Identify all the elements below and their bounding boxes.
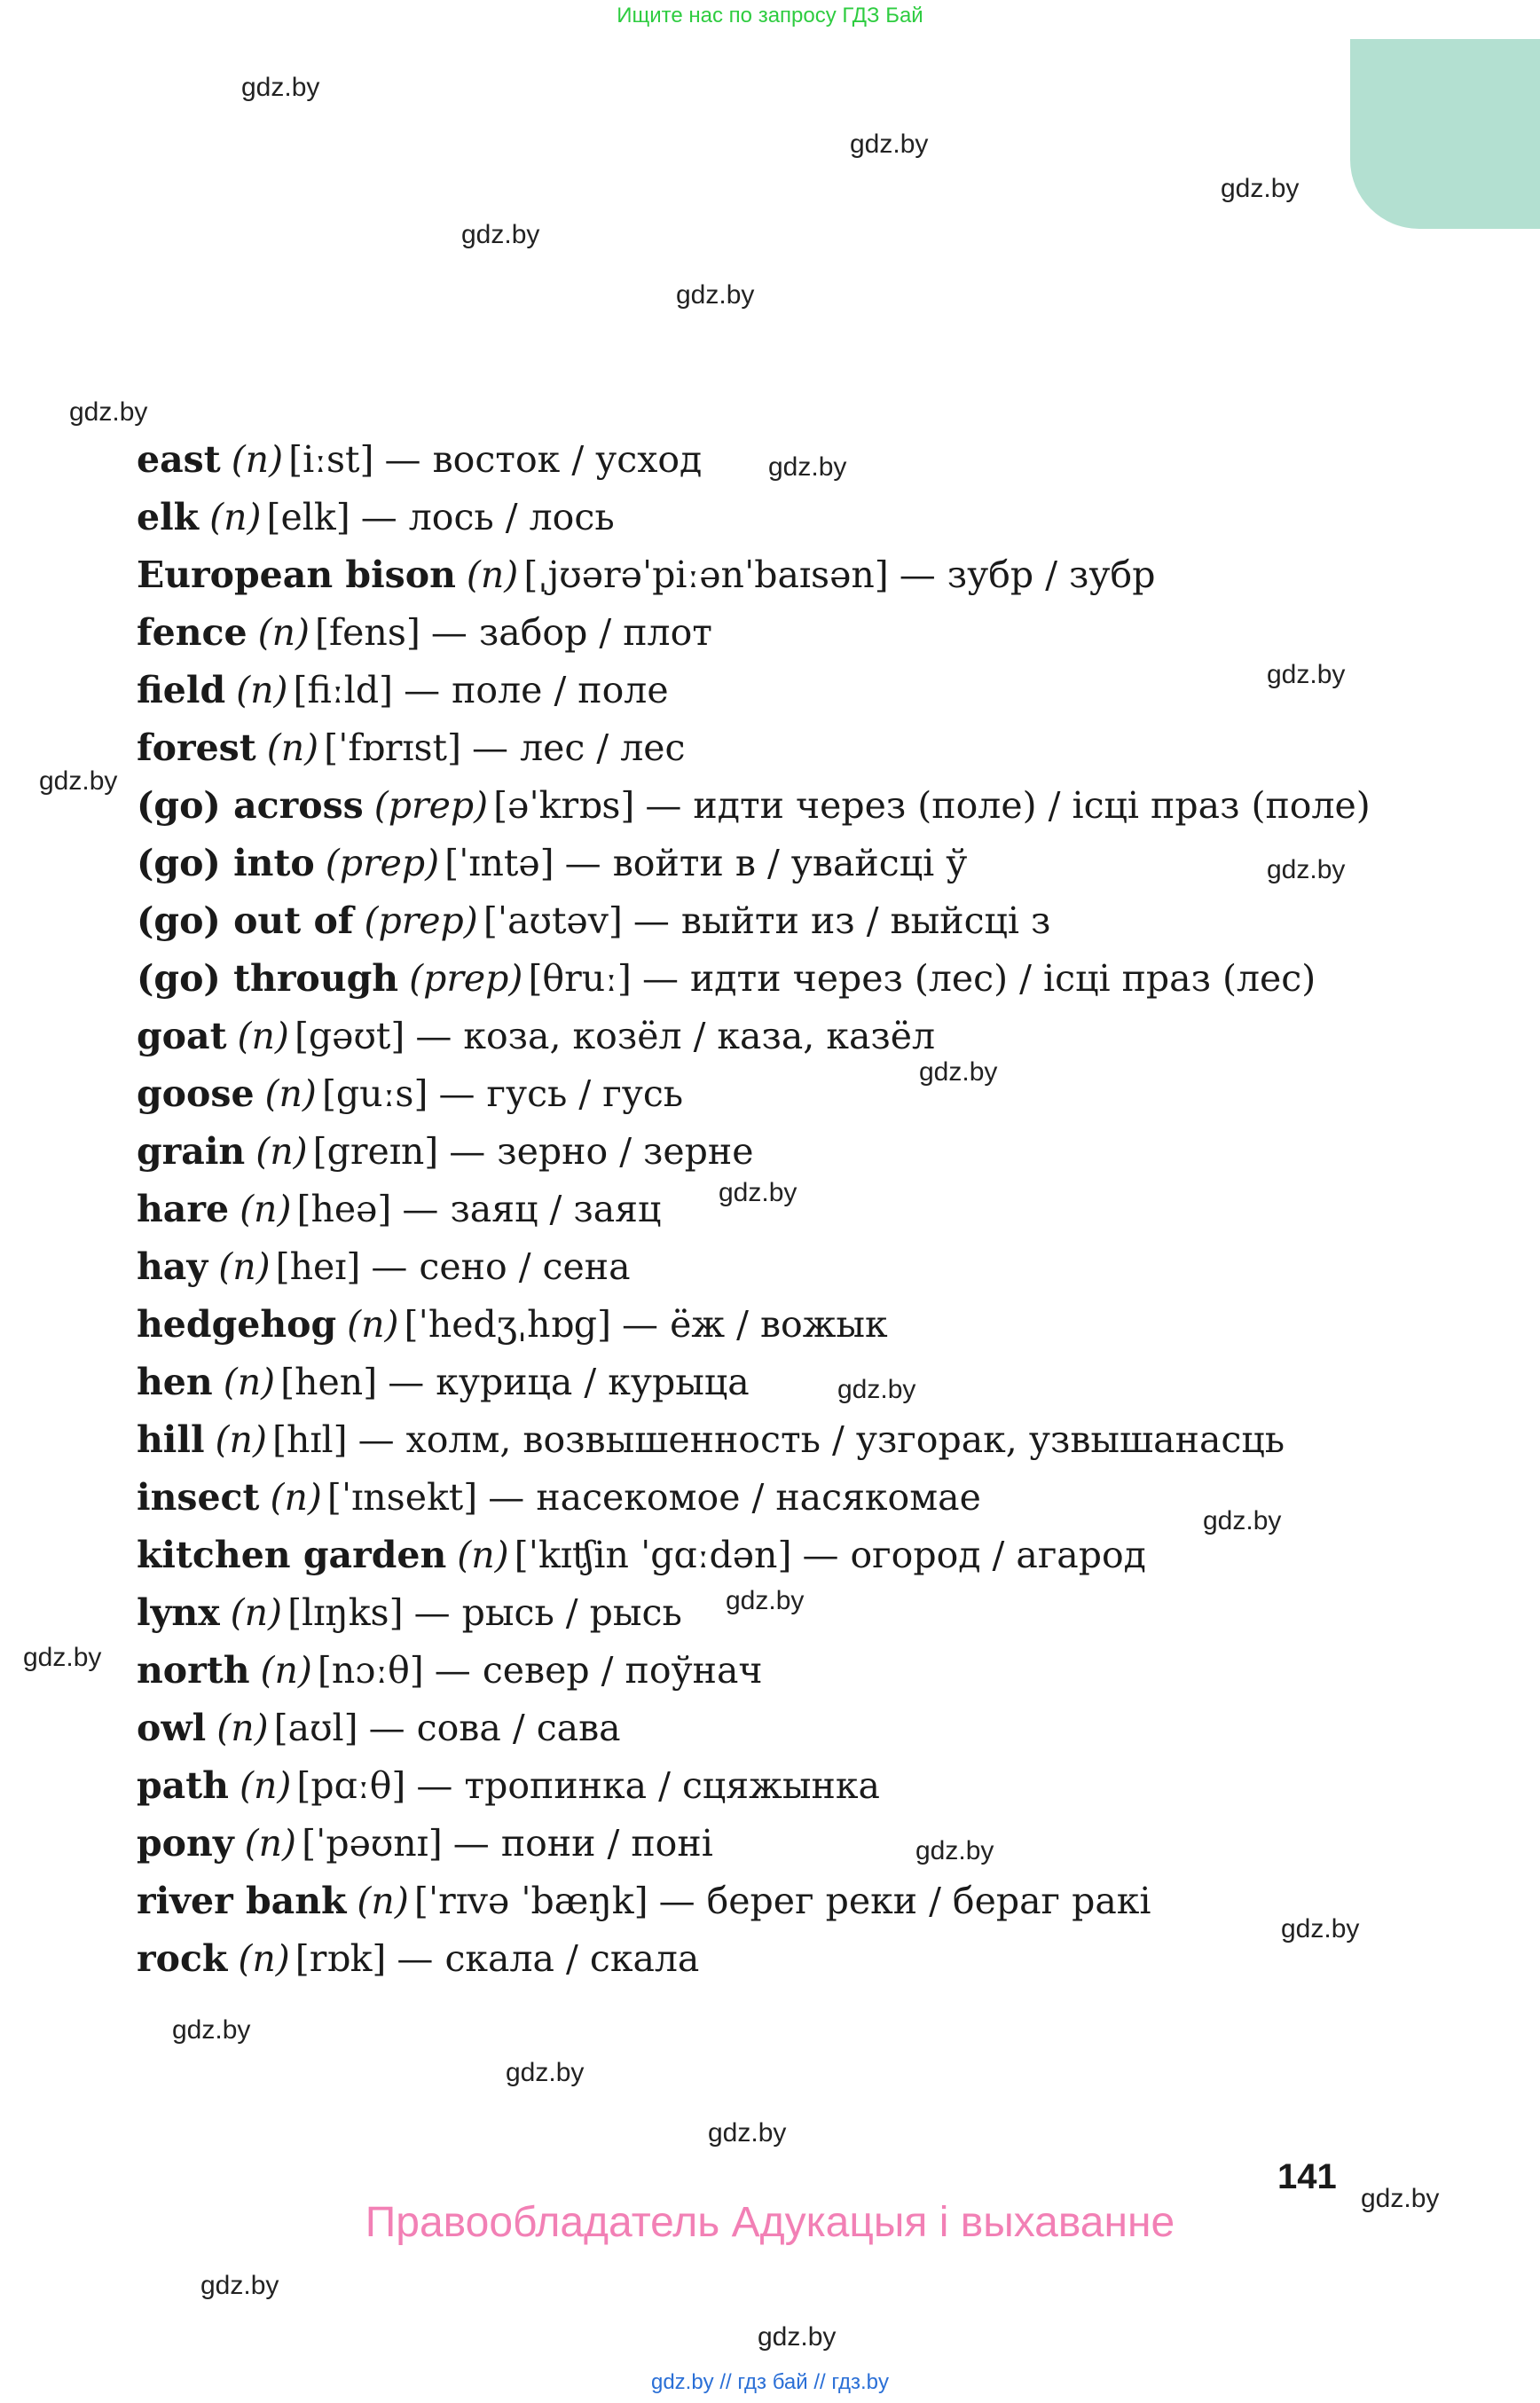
vocab-term: owl <box>137 1707 207 1749</box>
vocab-term: (go) into <box>137 842 315 884</box>
transcription: [fens] <box>315 611 420 654</box>
translation: — поле / поле <box>404 669 669 711</box>
transcription: [ˈkɪʧin ˈgɑːdən] <box>514 1534 792 1576</box>
vocab-term: river bank <box>137 1880 347 1922</box>
part-of-speech: (n) <box>230 1591 283 1634</box>
vocab-term: (go) through <box>137 957 399 1000</box>
translation: — скала / скала <box>397 1937 700 1980</box>
vocab-term: hill <box>137 1418 205 1461</box>
translation: — пони / поні <box>452 1822 713 1865</box>
transcription: [hɪl] <box>271 1418 348 1461</box>
vocab-entry <box>137 1065 1494 1123</box>
vocab-term: hen <box>137 1361 213 1403</box>
transcription: [heə] <box>296 1188 392 1230</box>
watermark: gdz.by <box>1281 1914 1360 1944</box>
part-of-speech: (prep) <box>373 784 489 827</box>
vocab-entry <box>137 1296 1494 1354</box>
translation: — тропинка / сцяжынка <box>416 1764 880 1807</box>
translation: — север / поўнач <box>434 1649 763 1692</box>
transcription: [nɔːθ] <box>317 1649 424 1692</box>
watermark: gdz.by <box>506 2058 585 2087</box>
vocab-term: east <box>137 438 221 481</box>
translation: — сено / сена <box>371 1245 631 1288</box>
watermark: gdz.by <box>1361 2184 1440 2213</box>
transcription: [hen] <box>280 1361 378 1403</box>
watermark: gdz.by <box>1221 174 1300 203</box>
vocab-entry <box>137 1700 1494 1757</box>
vocab-term: hay <box>137 1245 208 1288</box>
vocab-entry <box>137 1584 1494 1642</box>
part-of-speech: (n) <box>218 1245 271 1288</box>
vocab-term: hedgehog <box>137 1303 337 1346</box>
top-banner: Ищите нас по запросу ГДЗ Бай <box>617 4 923 27</box>
corner-tab <box>1350 39 1540 229</box>
vocab-entry <box>137 1181 1494 1238</box>
vocab-entry <box>137 1354 1494 1411</box>
translation: — войти в / увайсці ў <box>564 842 968 884</box>
vocab-entry <box>137 1008 1494 1065</box>
translation: — гусь / гусь <box>438 1072 684 1115</box>
vocab-term: lynx <box>137 1591 220 1634</box>
watermark: gdz.by <box>1267 855 1346 884</box>
watermark: gdz.by <box>172 2015 251 2045</box>
part-of-speech: (prep) <box>325 842 440 884</box>
part-of-speech: (n) <box>236 669 288 711</box>
transcription: [iːst] <box>288 438 374 481</box>
transcription: [ˈɪnsekt] <box>326 1476 478 1519</box>
vocab-term: field <box>137 669 226 711</box>
transcription: [greɪn] <box>312 1130 439 1173</box>
part-of-speech: (n) <box>466 554 519 596</box>
watermark: gdz.by <box>461 220 540 249</box>
vocab-term: pony <box>137 1822 234 1865</box>
part-of-speech: (n) <box>264 1072 317 1115</box>
translation: — восток / усход <box>384 438 703 481</box>
translation: — забор / плот <box>430 611 712 654</box>
watermark: gdz.by <box>919 1057 998 1087</box>
vocab-term: elk <box>137 496 200 538</box>
vocab-entry <box>137 1123 1494 1181</box>
watermark: gdz.by <box>768 452 847 482</box>
watermark: gdz.by <box>1267 660 1346 689</box>
vocab-term: kitchen garden <box>137 1534 447 1576</box>
part-of-speech: (prep) <box>409 957 523 1000</box>
vocab-term: hare <box>137 1188 230 1230</box>
transcription: [ˈhedʒˌhɒg] <box>404 1303 612 1346</box>
vocab-entry <box>137 662 1494 719</box>
part-of-speech: (n) <box>255 1130 308 1173</box>
watermark: gdz.by <box>676 280 755 310</box>
transcription: [pɑːθ] <box>296 1764 406 1807</box>
part-of-speech: (n) <box>238 1937 290 1980</box>
transcription: [heɪ] <box>275 1245 361 1288</box>
transcription: [aʊl] <box>273 1707 358 1749</box>
transcription: [gəʊt] <box>294 1015 405 1057</box>
watermark: gdz.by <box>719 1178 798 1207</box>
part-of-speech: (n) <box>239 1764 292 1807</box>
translation: — курица / курыца <box>388 1361 750 1403</box>
translation: — заяц / заяц <box>402 1188 662 1230</box>
part-of-speech: (n) <box>209 496 262 538</box>
vocab-entry <box>137 777 1494 835</box>
watermark: gdz.by <box>850 130 929 159</box>
transcription: [lɪŋks] <box>287 1591 404 1634</box>
transcription: [ˈfɒrɪst] <box>324 726 462 769</box>
part-of-speech: (n) <box>240 1188 292 1230</box>
translation: — коза, козёл / каза, казёл <box>415 1015 936 1057</box>
translation: — сова / сава <box>368 1707 621 1749</box>
transcription: [θruː] <box>528 957 632 1000</box>
transcription: [rɒk] <box>295 1937 387 1980</box>
vocab-entry <box>137 950 1494 1008</box>
vocab-entry <box>137 1757 1494 1815</box>
translation: — идти через (лес) / ісці праз (лес) <box>641 957 1316 1000</box>
vocabulary-list <box>137 431 1494 1988</box>
part-of-speech: (n) <box>216 1707 269 1749</box>
vocab-term: forest <box>137 726 256 769</box>
vocab-entry <box>137 604 1494 662</box>
watermark: gdz.by <box>915 1836 994 1865</box>
vocab-entry <box>137 489 1494 546</box>
translation: — насекомое / насякомае <box>488 1476 981 1519</box>
part-of-speech: (n) <box>244 1822 297 1865</box>
vocab-term: north <box>137 1649 250 1692</box>
transcription: [fiːld] <box>293 669 394 711</box>
vocab-entry <box>137 1411 1494 1469</box>
translation: — холм, возвышенность / узгорак, узвышанасць <box>358 1418 1285 1461</box>
vocab-term: (go) out of <box>137 899 354 942</box>
watermark: gdz.by <box>1203 1506 1282 1535</box>
part-of-speech: (n) <box>260 1649 312 1692</box>
copyright-notice: Правообладатель Адукацыя і выхаванне <box>365 2199 1175 2246</box>
vocab-entry <box>137 1642 1494 1700</box>
translation: — рысь / рысь <box>413 1591 682 1634</box>
vocab-term: grain <box>137 1130 246 1173</box>
vocab-entry <box>137 1238 1494 1296</box>
transcription: [ˈɪntə] <box>444 842 554 884</box>
vocab-term: goose <box>137 1072 255 1115</box>
transcription: [elk] <box>266 496 350 538</box>
translation: — лес / лес <box>472 726 686 769</box>
part-of-speech: (prep) <box>364 899 478 942</box>
translation: — лось / лось <box>360 496 615 538</box>
transcription: [ˌjʊərəˈpiːənˈbaɪsən] <box>523 554 889 596</box>
watermark: gdz.by <box>758 2322 837 2352</box>
transcription: [guːs] <box>321 1072 428 1115</box>
translation: — берег реки / бераг ракі <box>658 1880 1151 1922</box>
part-of-speech: (n) <box>457 1534 509 1576</box>
part-of-speech: (n) <box>223 1361 276 1403</box>
part-of-speech: (n) <box>237 1015 289 1057</box>
transcription: [əˈkrɒs] <box>493 784 635 827</box>
part-of-speech: (n) <box>215 1418 267 1461</box>
translation: — огород / агарод <box>802 1534 1146 1576</box>
footer-links: gdz.by // гдз бай // гдз.by <box>650 2370 890 2394</box>
translation: — выйти из / выйсці з <box>632 899 1051 942</box>
watermark: gdz.by <box>726 1586 805 1615</box>
watermark: gdz.by <box>200 2271 279 2300</box>
vocab-term: rock <box>137 1937 228 1980</box>
vocab-entry <box>137 892 1494 950</box>
watermark: gdz.by <box>39 766 118 796</box>
part-of-speech: (n) <box>357 1880 409 1922</box>
watermark: gdz.by <box>69 397 148 427</box>
vocab-term: path <box>137 1764 229 1807</box>
part-of-speech: (n) <box>231 438 284 481</box>
vocab-entry <box>137 1527 1494 1584</box>
watermark: gdz.by <box>241 73 320 102</box>
vocab-term: goat <box>137 1015 227 1057</box>
vocab-entry <box>137 719 1494 777</box>
vocab-term: European bison <box>137 554 456 596</box>
transcription: [ˈrɪvə ˈbæŋk] <box>413 1880 648 1922</box>
vocab-entry <box>137 835 1494 892</box>
translation: — зубр / зубр <box>899 554 1156 596</box>
transcription: [ˈpəʊnɪ] <box>302 1822 443 1865</box>
vocab-term: fence <box>137 611 248 654</box>
part-of-speech: (n) <box>257 611 310 654</box>
page-number: 141 <box>1277 2157 1337 2196</box>
vocab-entry <box>137 1469 1494 1527</box>
vocab-term: insect <box>137 1476 260 1519</box>
vocab-entry <box>137 431 1494 489</box>
part-of-speech: (n) <box>347 1303 399 1346</box>
vocab-entry <box>137 546 1494 604</box>
translation: — идти через (поле) / ісці праз (поле) <box>645 784 1371 827</box>
translation: — зерно / зерне <box>449 1130 754 1173</box>
transcription: [ˈaʊtəv] <box>483 899 623 942</box>
vocab-entry <box>137 1873 1494 1930</box>
watermark: gdz.by <box>23 1643 102 1672</box>
vocab-entry <box>137 1815 1494 1873</box>
part-of-speech: (n) <box>270 1476 322 1519</box>
watermark: gdz.by <box>708 2118 787 2148</box>
watermark: gdz.by <box>837 1375 916 1404</box>
vocab-term: (go) across <box>137 784 364 827</box>
part-of-speech: (n) <box>266 726 319 769</box>
vocab-entry <box>137 1930 1494 1988</box>
translation: — ёж / вожык <box>622 1303 888 1346</box>
